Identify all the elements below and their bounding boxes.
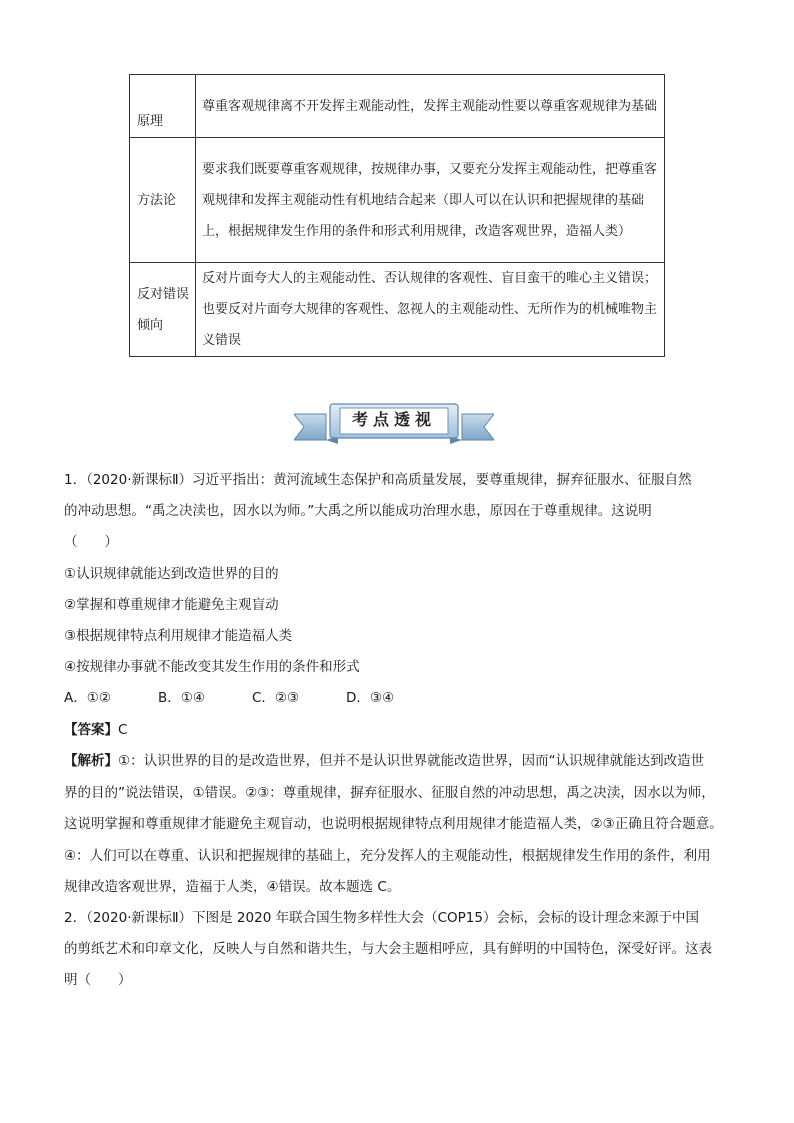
q2-stem-line: 2．（2020·新课标Ⅱ）下图是 2020 年联合国生物多样性大会（COP15）会标，会标的设计理念来源于中国	[64, 910, 699, 926]
q1-item: ①认识规律就能达到改造世界的目的	[64, 566, 279, 582]
analysis-text: ①：认识世界的目的是改造世界，但并不是认识世界就能改造世界，因而“认识规律就能达到改造世	[118, 753, 705, 769]
answer-value: C	[118, 722, 128, 738]
row-label: 方法论	[130, 138, 196, 263]
section-banner	[294, 400, 494, 444]
q1-analysis-line: 这说明掌握和尊重规律才能避免主观盲动，也说明根据规律特点利用规律才能造福人类，②③正确且符合题意。	[64, 816, 723, 832]
q1-answer	[64, 715, 732, 746]
q1-item: ③根据规律特点利用规律才能造福人类	[64, 628, 293, 644]
analysis-label: 【解析】	[64, 753, 118, 769]
table-row	[130, 75, 665, 138]
row-content: 要求我们既要尊重客观规律，按规律办事，又要充分发挥主观能动性，把尊重客观规律和发挥主观能动性有机地结合起来（即人可以在认识和把握规律的基础上，根据规律发生作用的条件和形式利用规律，改造客观世界，造福人类）	[196, 138, 665, 263]
row-content: 尊重客观规律离不开发挥主观能动性，发挥主观能动性要以尊重客观规律为基础	[196, 75, 665, 138]
option-c: C．②③	[252, 690, 300, 706]
q2-stem-line: 明（ ）	[64, 972, 132, 988]
option-a: A．①②	[64, 690, 111, 706]
table-row	[130, 138, 665, 263]
q1-item: ④按规律办事就不能改变其发生作用的条件和形式	[64, 659, 360, 675]
q1-analysis-line: ④：人们可以在尊重、认识和把握规律的基础上，充分发挥人的主观能动性，根据规律发生作用的条件，利用	[64, 848, 711, 864]
q1-options	[64, 683, 732, 714]
q2-stem-line: 的剪纸艺术和印章文化，反映人与自然和谐共生，与大会主题相呼应，具有鲜明的中国特色，深受好评。这表	[64, 941, 712, 957]
banner-title: 考点透视	[351, 410, 436, 429]
principle-table	[129, 74, 665, 357]
q1-stem-line: 1．（2020·新课标Ⅱ）习近平指出：黄河流域生态保护和高质量发展，要尊重规律，摒弃征服水、征服自然	[64, 472, 692, 488]
q1-analysis-line: 界的目的”说法错误，①错误。②③：尊重规律，摒弃征服水、征服自然的冲动思想，禹之决渎，因水以为师，	[64, 785, 715, 801]
q1-stem-line: （ ）	[64, 534, 118, 550]
row-label: 反对错误倾向	[130, 263, 196, 357]
q1-analysis-line	[64, 746, 732, 777]
row-label: 原理	[130, 75, 196, 138]
q1-item: ②掌握和尊重规律才能避免主观盲动	[64, 597, 279, 613]
q1-stem-line: 的冲动思想。“禹之决渎也，因水以为师。”大禹之所以能成功治理水患，原因在于尊重规律。这说明	[64, 503, 652, 519]
option-b: B．①④	[158, 690, 205, 706]
option-d: D．③④	[346, 690, 395, 706]
answer-label: 【答案】	[64, 722, 118, 738]
row-content: 反对片面夸大人的主观能动性、否认规律的客观性、盲目蛮干的唯心主义错误；也要反对片面夸大规律的客观性、忽视人的主观能动性、无所作为的机械唯物主义错误	[196, 263, 665, 357]
q1-analysis-line: 规律改造客观世界，造福于人类，④错误。故本题选 C。	[64, 879, 401, 895]
table-row	[130, 263, 665, 357]
